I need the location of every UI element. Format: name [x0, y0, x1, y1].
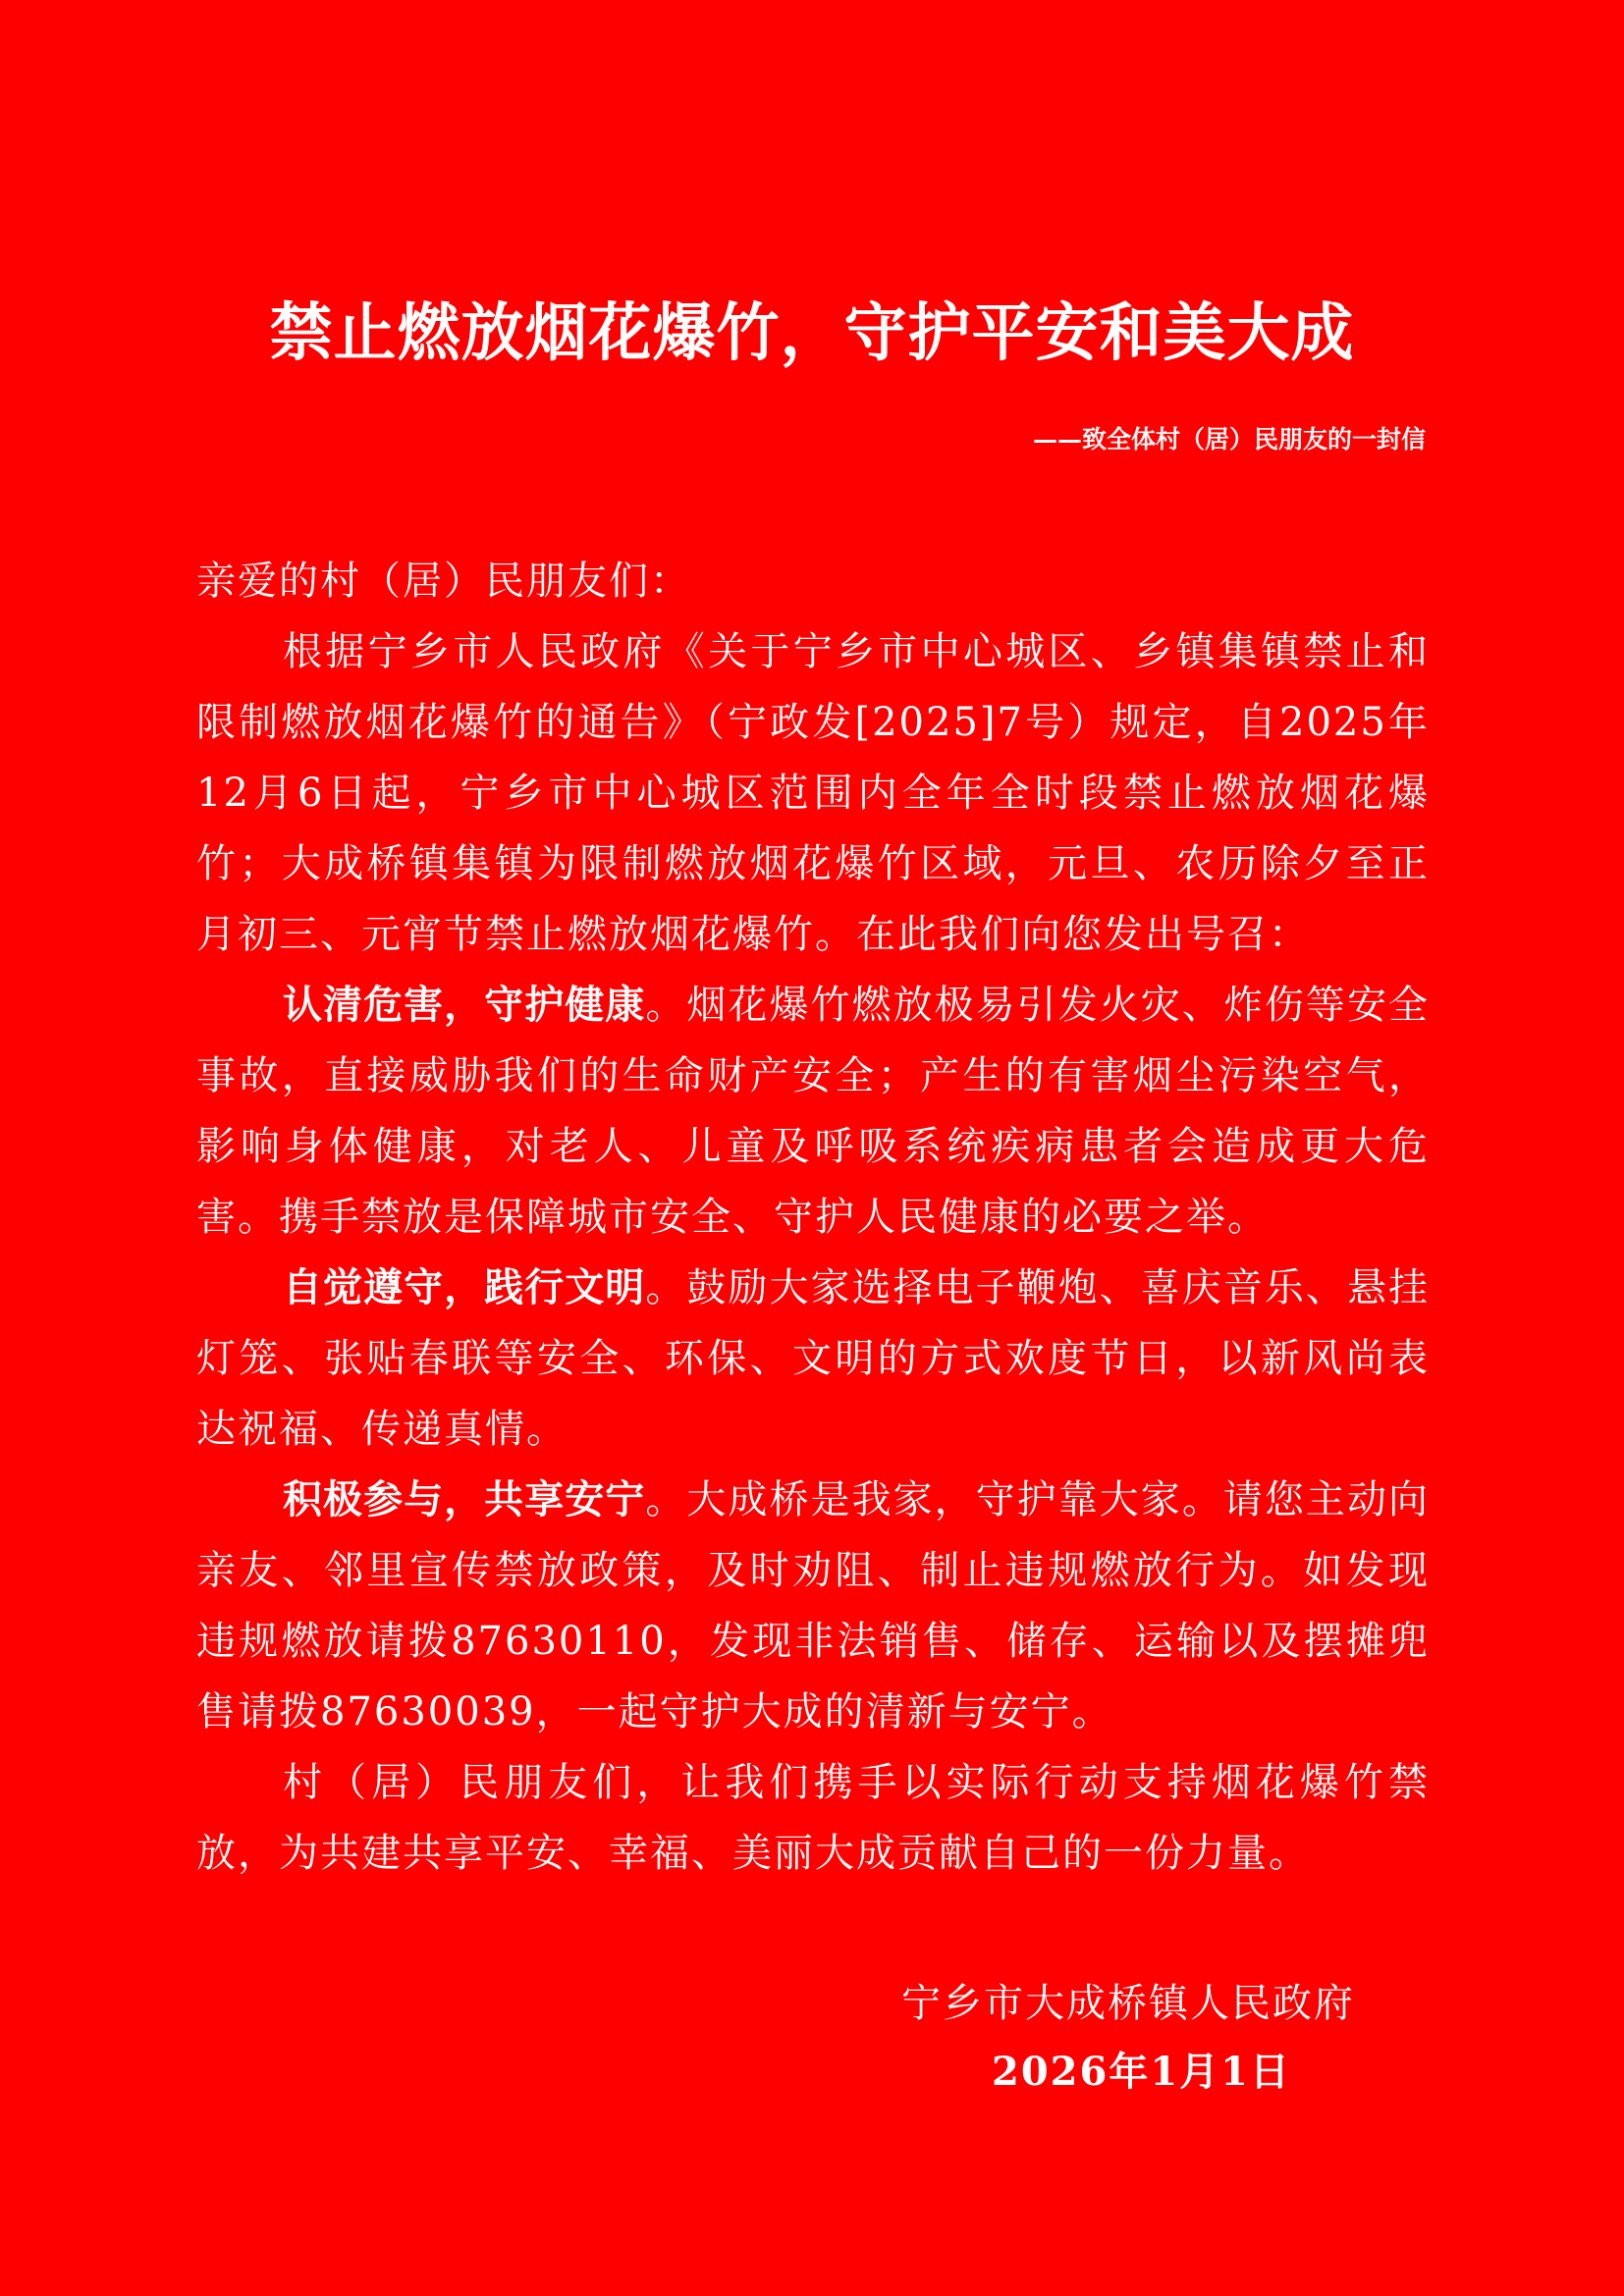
- letter-greeting: 亲爱的村（居）民朋友们：: [196, 559, 691, 604]
- paragraph-text: 村（居）民朋友们，让我们携手以实际行动支持烟花爆竹禁放，为共建共享平安、幸福、美丽大成贡献自己的一份力量。: [196, 1760, 1430, 1876]
- paragraph-participation: [196, 1465, 1430, 1747]
- paragraph-lead: 积极参与，共享安宁: [283, 1477, 646, 1522]
- paragraph-regulation: [196, 616, 1430, 970]
- signature-organization: 宁乡市大成桥镇人民政府: [901, 1981, 1355, 2026]
- paragraph-lead: 认清危害，守护健康: [283, 983, 646, 1028]
- paragraph-closing: [196, 1747, 1430, 1889]
- paragraph-text: 根据宁乡市人民政府《关于宁乡市中心城区、乡镇集镇禁止和限制燃放烟花爆竹的通告》（宁政发[2025]7号）规定，自2025年12月6日起，宁乡市中心城区范围内全年全时段禁止燃放烟花爆竹；大成桥镇集镇为限制燃放烟花爆竹区域，元旦、农历除夕至正月初三、元宵节禁止燃放烟花爆竹。在此我们向您发出号召：: [196, 629, 1430, 957]
- paragraph-hazards: [196, 970, 1430, 1253]
- paragraph-text: 。大成桥是我家，守护靠大家。请您主动向亲友、邻里宣传禁放政策，及时劝阻、制止违规燃放行为。如发现违规燃放请拨87630110，发现非法销售、储存、运输以及摆摊兜售请拨87630039，一起守护大成的清新与安宁。: [196, 1477, 1431, 1735]
- paragraph-civility: [196, 1253, 1430, 1465]
- paragraph-text: 。烟花爆竹燃放极易引发火灾、炸伤等安全事故，直接威胁我们的生命财产安全；产生的有害烟尘污染空气，影响身体健康，对老人、儿童及呼吸系统疾病患者会造成更大危害。携手禁放是保障城市安全、守护人民健康的必要之举。: [196, 983, 1431, 1240]
- letter-title: 禁止燃放烟花爆竹，守护平安和美大成: [269, 297, 1355, 370]
- letter-subtitle: ——致全体村（居）民朋友的一封信: [1032, 425, 1426, 454]
- signature-date: 2026年1月1日: [992, 2049, 1291, 2095]
- paragraph-lead: 自觉遵守，践行文明: [283, 1265, 646, 1310]
- paragraph-text: 。鼓励大家选择电子鞭炮、喜庆音乐、悬挂灯笼、张贴春联等安全、环保、文明的方式欢度节日，以新风尚表达祝福、传递真情。: [196, 1265, 1431, 1452]
- letter-body: [196, 546, 1430, 1889]
